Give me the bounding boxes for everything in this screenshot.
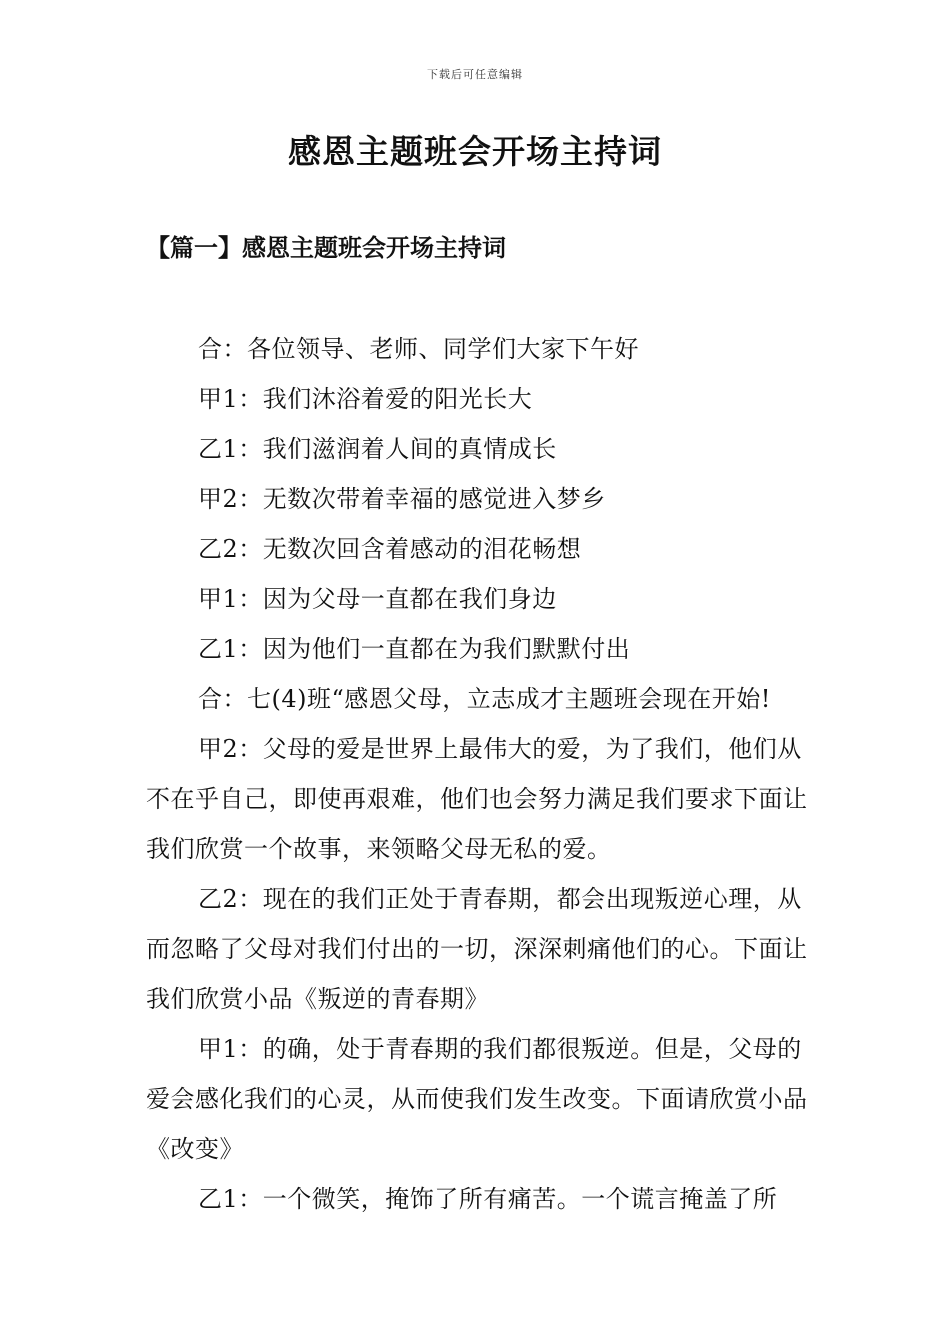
body-text bbox=[146, 324, 808, 1224]
document-title: 感恩主题班会开场主持词 bbox=[288, 132, 662, 171]
paragraph-line: 甲1：我们沐浴着爱的阳光长大 bbox=[198, 385, 533, 413]
section-heading: 【篇一】感恩主题班会开场主持词 bbox=[146, 233, 506, 262]
paragraph-line: 甲2：无数次带着幸福的感觉进入梦乡 bbox=[198, 485, 606, 513]
paragraph-skit-change: 甲1：的确，处于青春期的我们都很叛逆。但是，父母的爱会感化我们的心灵，从而使我们发生改变。下面请欣赏小品《改变》 bbox=[146, 1035, 808, 1163]
paragraph-story-intro: 甲2：父母的爱是世界上最伟大的爱，为了我们，他们从不在乎自己，即使再艰难，他们也会努力满足我们要求下面让我们欣赏一个故事，来领略父母无私的爱。 bbox=[146, 735, 808, 863]
paragraph-opening-greeting: 合：各位领导、老师、同学们大家下午好 bbox=[198, 335, 639, 363]
paragraph-skit-rebellious: 乙2：现在的我们正处于青春期，都会出现叛逆心理，从而忽略了父母对我们付出的一切，深深刺痛他们的心。下面让我们欣赏小品《叛逆的青春期》 bbox=[146, 885, 808, 1013]
paragraph-line: 乙1：我们滋润着人间的真情成长 bbox=[198, 435, 557, 463]
paragraph-line: 乙1：因为他们一直都在为我们默默付出 bbox=[198, 635, 631, 663]
header-note: 下载后可任意编辑 bbox=[427, 68, 523, 81]
paragraph-opening-announcement: 合：七(4)班“感恩父母，立志成才主题班会现在开始! bbox=[198, 685, 771, 713]
paragraph-line: 甲1：因为父母一直都在我们身边 bbox=[198, 585, 557, 613]
paragraph-smile: 乙1：一个微笑，掩饰了所有痛苦。一个谎言掩盖了所 bbox=[198, 1185, 778, 1213]
paragraph-line: 乙2：无数次回含着感动的泪花畅想 bbox=[198, 535, 582, 563]
